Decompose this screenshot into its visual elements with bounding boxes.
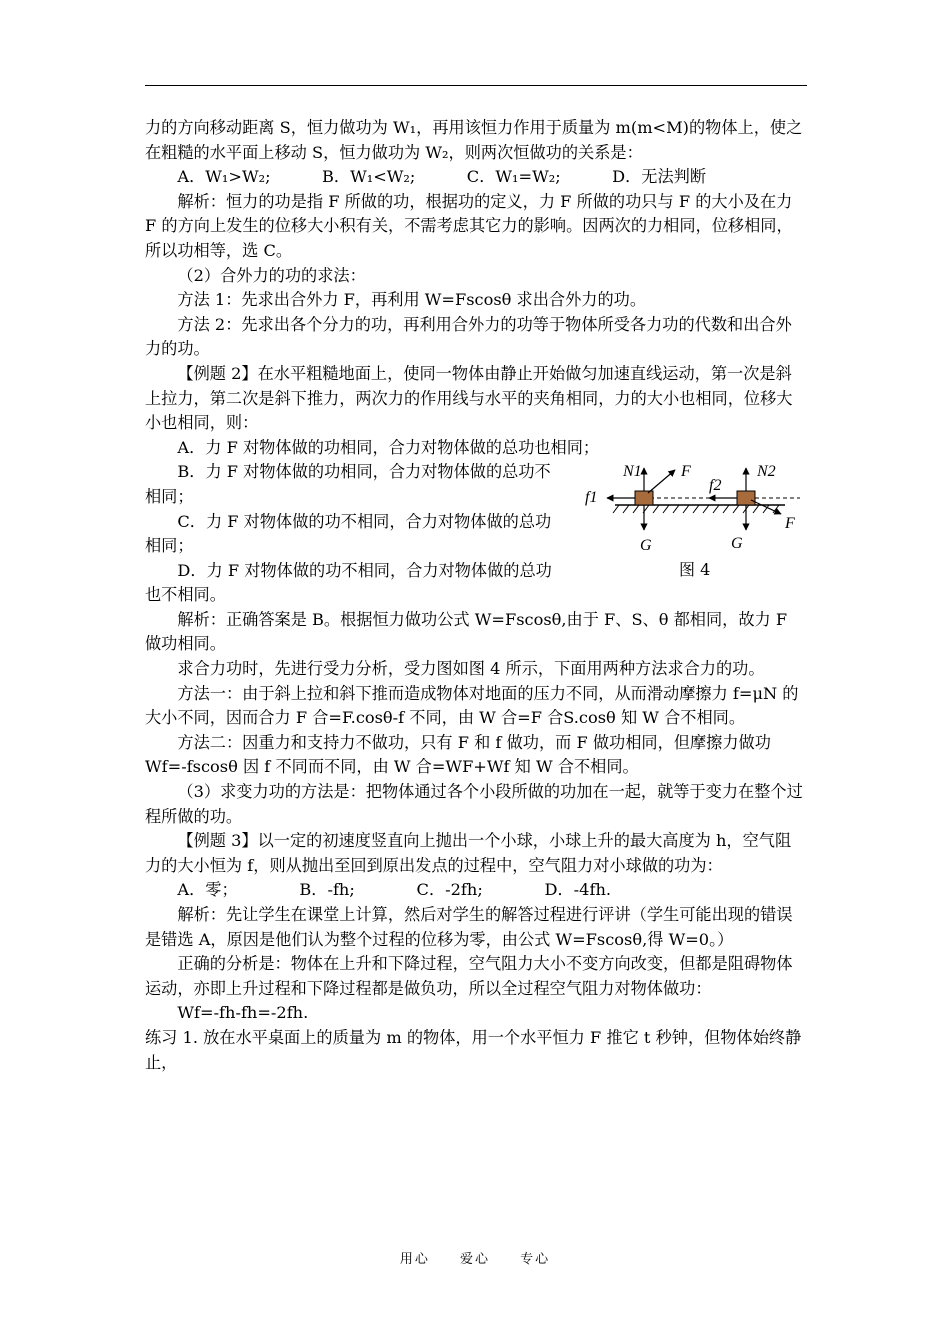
block-1 bbox=[635, 491, 653, 505]
section-2-title: （2）合外力的功的求法： bbox=[177, 265, 366, 285]
header-rule bbox=[145, 85, 807, 86]
label-g1: G bbox=[640, 537, 652, 555]
example-3-options: A．零； B．-fh; C．-2fh; D．-4fh. bbox=[177, 880, 612, 900]
label-f2: f2 bbox=[709, 477, 722, 495]
label-n2: N2 bbox=[757, 463, 776, 481]
example-2-stem: 【例题 2】在水平粗糙地面上，使同一物体由静止开始做匀加速直线运动，第一次是斜上拉力，第二次是斜下推力，两次力的作用线与水平的夹角相同，力的大小也相同，位移大小也相同，则： bbox=[145, 363, 793, 433]
q1-analysis: 解析：恒力的功是指 F 所做的功，根据功的定义，力 F 所做的功只与 F 的大小及在力 F 的方向上发生的位移大小积有关，不需考虑其它力的影响。因两次的力相同，位移相同，所以功相等，选 C。 bbox=[145, 191, 793, 260]
label-g2: G bbox=[731, 535, 743, 553]
example-2-force-analysis: 求合力功时，先进行受力分析，受力图如图 4 所示，下面用两种方法求合力的功。 bbox=[177, 659, 765, 679]
footer-text-3: 专心 bbox=[520, 1252, 551, 1267]
example-2-way-1: 方法一：由于斜上拉和斜下推而造成物体对地面的压力不同，从而滑动摩擦力 f=μN 的大小不同，因而合力 F 合=F.cosθ-f 不同，由 W 合=F 合S.cosθ 知 W 合不相同。 bbox=[145, 683, 799, 728]
example-2-option-b: B．力 F 对物体做的功相同，合力对物体做的总功不相同； bbox=[145, 462, 551, 506]
label-f-up: F bbox=[681, 463, 691, 481]
block-2 bbox=[737, 491, 755, 505]
method-2: 方法 2：先求出各个分力的功，再利用合外力的功等于物体所受各力功的代数和出合外力的功。 bbox=[145, 314, 792, 359]
example-2-option-a: A．力 F 对物体做的功相同，合力对物体做的总功也相同； bbox=[177, 437, 600, 457]
example-2-options-with-figure bbox=[145, 460, 807, 608]
section-3: （3）求变力功的方法是：把物体通过各个小段所做的功加在一起，就等于变力在整个过程所做的功。 bbox=[145, 782, 803, 826]
footer-text-1: 用心 bbox=[399, 1252, 430, 1267]
footer-text-2: 爱心 bbox=[459, 1252, 490, 1267]
example-3-stem: 【例题 3】以一定的初速度竖直向上抛出一个小球，小球上升的最大高度为 h，空气阻力的大小恒为 f，则从抛出至回到原出发点的过程中，空气阻力对小球做的功为： bbox=[145, 831, 792, 875]
q1-options: A．W₁>W₂; B．W₁<W₂; C．W₁=W₂; D．无法判断 bbox=[177, 167, 707, 187]
label-f-down: F bbox=[785, 515, 795, 533]
example-2-analysis: 解析：正确答案是 B。根据恒力做功公式 W=Fscosθ,由于 F、S、θ 都相同，故力 F 做功相同。 bbox=[145, 609, 788, 654]
label-f1: f1 bbox=[585, 489, 598, 507]
label-n1: N1 bbox=[623, 463, 642, 481]
example-3-formula: Wf=-fh-fh=-2fh. bbox=[177, 1003, 309, 1023]
page-body bbox=[145, 116, 807, 1075]
page-footer bbox=[0, 1248, 950, 1267]
practice-1: 练习 1. 放在水平桌面上的质量为 m 的物体，用一个水平恒力 F 推它 t 秒钟，但物体始终静止， bbox=[145, 1027, 802, 1072]
paragraph-q1-stem: 力的方向移动距离 S，恒力做功为 W₁，再用该恒力作用于质量为 m(m<M)的物体上，使之在粗糙的水平面上移动 S，恒力做功为 W₂，则两次恒做功的关系是： bbox=[145, 118, 803, 162]
example-2-option-c: C．力 F 对物体做的功不相同，合力对物体做的总功相同； bbox=[145, 511, 552, 556]
example-3-correct-analysis: 正确的分析是：物体在上升和下降过程，空气阻力大小不变方向改变，但都是阻碍物体运动，亦即上升过程和下降过程都是做负功，所以全过程空气阻力对物体做功： bbox=[145, 954, 793, 998]
method-1: 方法 1：先求出合外力 F，再利用 W=Fscosθ 求出合外力的功。 bbox=[177, 290, 647, 310]
example-2-way-2: 方法二：因重力和支持力不做功，只有 F 和 f 做功，而 F 做功相同，但摩擦力做功 Wf=-fscosθ 因 f 不同而不同，由 W 合=WF+Wf 知 W 合不相同。 bbox=[145, 732, 771, 777]
figure-caption: 图 4 bbox=[679, 560, 711, 580]
example-2-option-d: D．力 F 对物体做的功不相同，合力对物体做的总功也不相同。 bbox=[145, 560, 552, 605]
example-3-analysis: 解析：先让学生在课堂上计算，然后对学生的解答过程进行评讲（学生可能出现的错误是错选 A，原因是他们认为整个过程的位移为零，由公式 W=Fscosθ,得 W=0。） bbox=[145, 905, 793, 949]
